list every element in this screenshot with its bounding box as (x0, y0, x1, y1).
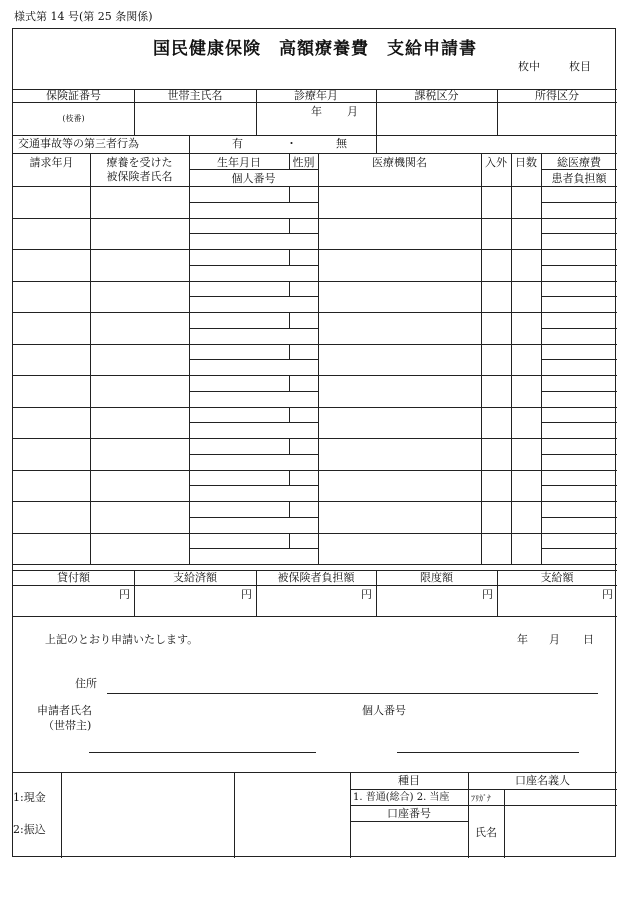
sheet-total-label: 枚中 (518, 60, 540, 73)
gender-header: 性別 (292, 156, 315, 169)
row-mid-line (189, 454, 318, 455)
account-type-label: 種目 (398, 774, 420, 787)
gender-cell-line (289, 501, 290, 517)
applicant-name-line[interactable] (89, 752, 316, 753)
table-row-line (13, 501, 617, 502)
row-mid-line (189, 265, 318, 266)
bank-line (350, 805, 617, 806)
third-party-separator: ・ (286, 137, 297, 150)
inout-header: 入外 (485, 156, 507, 169)
row-mid-line (541, 359, 617, 360)
bank-line (350, 789, 617, 790)
row-mid-line (541, 454, 617, 455)
bank-divider (504, 789, 505, 858)
row-mid-line (541, 265, 617, 266)
table-row-line (13, 312, 617, 313)
row-mid-line (541, 485, 617, 486)
row-mid-line (541, 296, 617, 297)
tax-category-label: 課税区分 (414, 89, 459, 102)
header-bottom-line (13, 186, 617, 187)
row-mid-line (541, 548, 617, 549)
insured-burden-yen: 円 (361, 588, 372, 601)
gender-cell-line (289, 375, 290, 391)
third-party-divider (189, 135, 190, 153)
gender-cell-line (289, 470, 290, 486)
form-title: 国民健康保険 高額療養費 支給申請書 (153, 39, 477, 59)
row-mid-line (541, 422, 617, 423)
account-type-options[interactable]: 1. 普通(総合) 2. 当座 (353, 792, 450, 803)
row-mid-line (189, 422, 318, 423)
form-number: 様式第 14 号(第 25 条関係) (14, 10, 153, 23)
patient-name-header-2: 被保険者氏名 (106, 170, 173, 183)
personal-no-header: 個人番号 (231, 172, 276, 185)
row-mid-line (189, 548, 318, 549)
applicant-name-label: 申請者氏名 (37, 704, 92, 717)
bank-line (350, 821, 468, 822)
column-line (90, 153, 91, 564)
sheet-current-label: 枚目 (569, 60, 591, 73)
gender-cell-line (289, 218, 290, 234)
third-party-label: 交通事故等の第三者行為 (18, 137, 139, 150)
row-mid-line (189, 328, 318, 329)
row-mid-line (541, 391, 617, 392)
account-number-label: 口座番号 (387, 807, 431, 820)
treatment-month-unit: 月 (347, 105, 358, 118)
applicant-personal-no-line[interactable] (397, 752, 579, 753)
payment-label: 支給額 (540, 571, 574, 584)
table-row-line (13, 470, 617, 471)
table-row-line (13, 533, 617, 534)
loan-label: 貸付額 (57, 571, 90, 584)
treatment-month-label: 診療年月 (294, 89, 338, 102)
gender-cell-line (289, 312, 290, 328)
column-line (318, 153, 319, 564)
table-row-line (13, 375, 617, 376)
third-party-yes[interactable]: 有 (232, 137, 243, 150)
birth-date-header: 生年月日 (217, 156, 261, 169)
patient-share-header: 患者負担額 (551, 172, 607, 185)
row-mid-line (541, 202, 617, 203)
summary-mid-line (13, 585, 617, 586)
row-mid-line (189, 233, 318, 234)
application-form (12, 28, 616, 857)
applicant-personal-no-label: 個人番号 (362, 704, 406, 717)
total-cost-header: 総医療費 (557, 156, 601, 169)
table-row-line (13, 344, 617, 345)
address-label: 住所 (75, 677, 97, 690)
row-mid-line (541, 328, 617, 329)
gender-cell-line (289, 344, 290, 360)
days-header: 日数 (515, 156, 537, 169)
column-line (511, 153, 512, 564)
third-party-divider (376, 135, 377, 153)
gender-cell-line (289, 407, 290, 423)
table-row-line (13, 281, 617, 282)
loan-yen: 円 (119, 588, 130, 601)
paid-yen: 円 (241, 588, 252, 601)
apply-year-unit: 年 (517, 633, 528, 646)
header-sub-line (189, 169, 318, 170)
table-row-line (13, 564, 617, 565)
third-party-bottom-line (13, 153, 617, 154)
gender-cell-line (289, 533, 290, 549)
limit-label: 限度額 (420, 571, 453, 584)
claim-month-header: 請求年月 (29, 156, 74, 169)
table-row-line (13, 407, 617, 408)
holder-name-label: 氏名 (475, 826, 497, 839)
summary-bottom-line (13, 616, 617, 617)
row-mid-line (189, 391, 318, 392)
gender-cell-line (289, 438, 290, 454)
row-mid-line (541, 517, 617, 518)
apply-month-unit: 月 (549, 633, 560, 646)
column-line (289, 153, 290, 169)
third-party-no[interactable]: 無 (336, 137, 347, 150)
kana-label: ﾌﾘｶﾞﾅ (471, 794, 491, 803)
table-row-line (13, 218, 617, 219)
declaration-text: 上記のとおり申請いたします。 (45, 633, 199, 646)
apply-day-unit: 日 (583, 633, 594, 646)
treatment-year-unit: 年 (311, 105, 322, 118)
insured-burden-label: 被保険者負担額 (277, 571, 355, 584)
paid-label: 支給済額 (173, 571, 217, 584)
branch-no-label: (枝番) (62, 114, 85, 123)
header-sub-line (541, 169, 617, 170)
applicant-name-sub: （世帯主) (43, 719, 92, 732)
row1-header-line (13, 102, 617, 103)
hospital-header: 医療機関名 (372, 156, 427, 169)
row-mid-line (189, 202, 318, 203)
gender-cell-line (289, 281, 290, 297)
row1-bottom-line (13, 135, 617, 136)
transfer-option[interactable]: 2:振込 (13, 823, 46, 836)
bank-divider (61, 772, 62, 858)
patient-name-header-1: 療養を受けた (106, 156, 173, 169)
address-line[interactable] (107, 693, 598, 694)
limit-yen: 円 (482, 588, 493, 601)
payment-yen: 円 (602, 588, 613, 601)
row-mid-line (189, 296, 318, 297)
table-row-line (13, 249, 617, 250)
bank-top-line (13, 772, 617, 773)
bank-divider (234, 772, 235, 858)
householder-label: 世帯主氏名 (167, 89, 223, 102)
row-mid-line (189, 485, 318, 486)
gender-cell-line (289, 186, 290, 202)
income-category-label: 所得区分 (535, 89, 579, 102)
account-holder-label: 口座名義人 (515, 774, 570, 787)
row-mid-line (541, 233, 617, 234)
row-mid-line (189, 359, 318, 360)
insurance-no-label: 保険証番号 (46, 89, 101, 102)
column-line (481, 153, 482, 564)
row-mid-line (189, 517, 318, 518)
gender-cell-line (289, 249, 290, 265)
cash-option[interactable]: 1:現金 (13, 791, 46, 804)
table-row-line (13, 438, 617, 439)
